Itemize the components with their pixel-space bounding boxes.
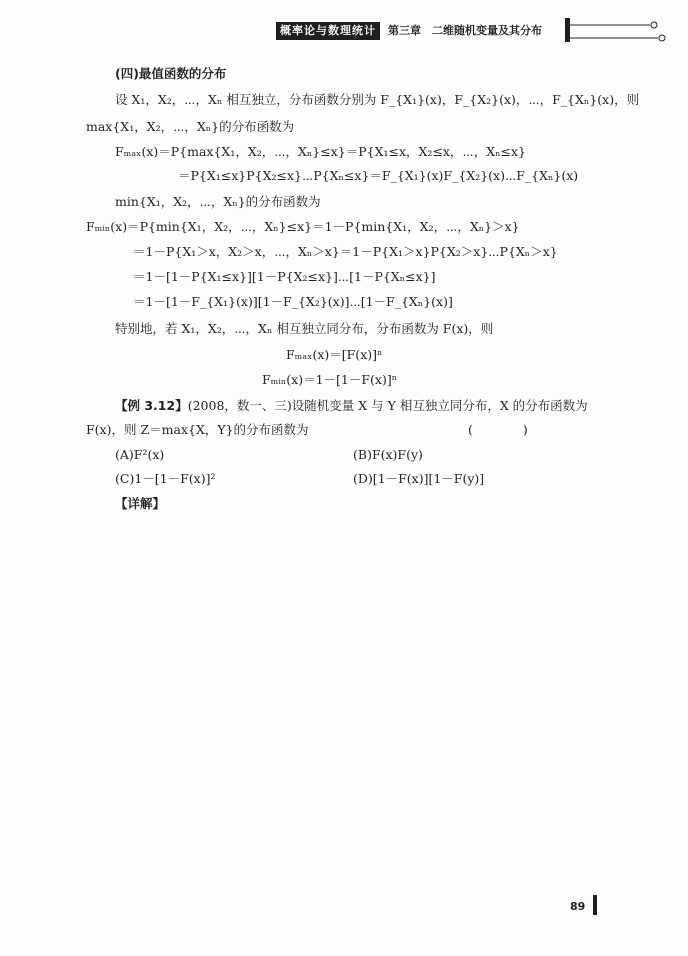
book-title: 概率论与数理统计 xyxy=(276,22,380,40)
example-label: 【例 3.12】 xyxy=(115,398,188,413)
formula-min-1: Fₘᵢₙ(x)＝P{min{X₁，X₂，⋯，Xₙ}≤x}＝1－P{min{X₁，X₂，⋯，Xₙ}＞x} xyxy=(86,219,520,234)
answer-blank: ( ) xyxy=(468,422,528,437)
option-a: (A)F²(x) xyxy=(115,447,165,462)
text-line-min: min{X₁，X₂，⋯，Xₙ}的分布函数为 xyxy=(115,194,321,209)
section-heading: (四)最值函数的分布 xyxy=(115,66,227,81)
solution-label: 【详解】 xyxy=(115,496,166,511)
text-line-2: max{X₁，X₂，⋯，Xₙ}的分布函数为 xyxy=(86,119,295,134)
example-text-1: (2008，数一、三)设随机变量 X 与 Y 相互独立同分布，X 的分布函数为 xyxy=(187,398,588,413)
page-number-bar xyxy=(593,895,597,915)
option-c: (C)1－[1－F(x)]² xyxy=(115,471,216,486)
text-line-1: 设 X₁，X₂，⋯，Xₙ 相互独立，分布函数分别为 F_{X₁}(x)，F_{X₂}(x)，⋯，F_{Xₙ}(x)，则 xyxy=(115,92,640,107)
header-decoration-icon xyxy=(570,20,670,46)
formula-max-1: Fₘₐₓ(x)＝P{max{X₁，X₂，⋯，Xₙ}≤x}＝P{X₁≤x，X₂≤x，⋯，Xₙ≤x} xyxy=(115,144,527,159)
formula-fmax-iid: Fₘₐₓ(x)＝[F(x)]ⁿ xyxy=(286,347,383,362)
formula-min-3: ＝1－[1－P{X₁≤x}][1－P{X₂≤x}]⋯[1－P{Xₙ≤x}] xyxy=(133,269,436,284)
formula-min-4: ＝1－[1－F_{X₁}(x)][1－F_{X₂}(x)]⋯[1－F_{Xₙ}(x)] xyxy=(133,294,453,309)
option-b: (B)F(x)F(y) xyxy=(353,447,423,462)
example-line-2: F(x)，则 Z＝max{X，Y}的分布函数为 xyxy=(86,422,309,437)
option-d: (D)[1－F(x)][1－F(y)] xyxy=(353,471,485,486)
text-line-special: 特别地，若 X₁，X₂，⋯，Xₙ 相互独立同分布，分布函数为 F(x)，则 xyxy=(115,321,494,336)
formula-fmin-iid: Fₘᵢₙ(x)＝1－[1－F(x)]ⁿ xyxy=(262,372,398,387)
example-line-1 xyxy=(115,398,588,414)
page-number: 89 xyxy=(570,900,586,913)
chapter-title: 第三章 二维随机变量及其分布 xyxy=(388,24,542,37)
formula-min-2: ＝1－P{X₁＞x，X₂＞x，⋯，Xₙ＞x}＝1－P{X₁＞x}P{X₂＞x}⋯P{Xₙ＞x} xyxy=(133,244,558,259)
formula-max-2: ＝P{X₁≤x}P{X₂≤x}⋯P{Xₙ≤x}＝F_{X₁}(x)F_{X₂}(x)⋯F_{Xₙ}(x) xyxy=(178,168,579,183)
